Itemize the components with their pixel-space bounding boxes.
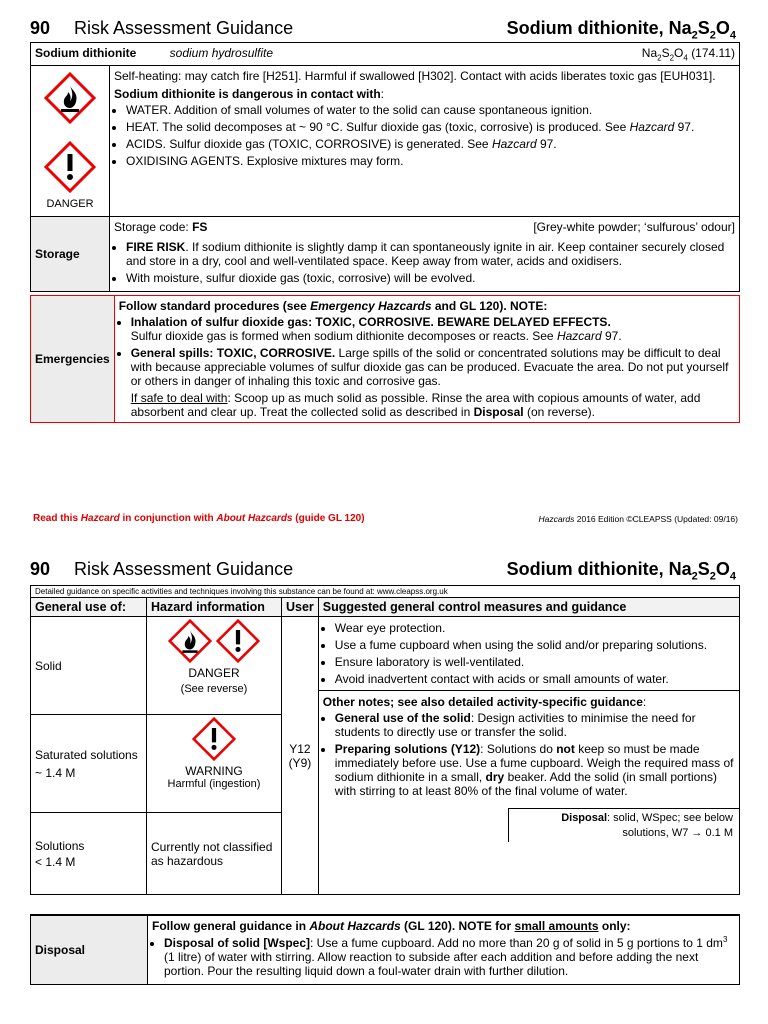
emergency-safe-note: If safe to deal with: Scoop up as much solid as possible. Rinse the area with copious amounts of water, add absorbent and clear up. Treat the collected solid as described in Disposal (on reverse). [130,391,701,419]
formula-molar-mass: $Na_2S_2O_4$ (174.11) [641,46,735,63]
danger-signal-word: DANGER [46,198,94,211]
storage-list [114,240,735,285]
measures-cell [318,617,739,895]
dangerous-heading: Sodium dithionite is dangerous in contact with: [114,87,385,102]
doc-type: Risk Assessment Guidance [74,18,294,38]
substance-name: Sodium dithionite [35,46,137,60]
page-header-front [30,18,738,44]
storage-item: • FIRE RISK. If sodium dithionite is slightly damp it can spontaneously ignite in air. Keep container securely closed and store in a dry, cool and well-ventilated space. Keep away from water, acids and oxidisers. [126,240,735,268]
measure-item: • Ensure laboratory is well-ventilated. [335,655,735,669]
notes-list [323,711,735,798]
storage-row [31,217,740,292]
disposal-item: • Disposal of solid [Wspec]: Use a fume cupboard. Add no more than 20 g of solid in 5 g portions to 1 $dm^3$ (1 litre) of water with stirring. Allow reaction to subside after each addition and before adding the next portion. Pour the resulting liquid down a foul-water drain with further dilution. [164,935,735,978]
emergency-list [119,315,735,388]
exclamation-icon [192,717,236,761]
read-conjunction-note: Read this Hazcard in conjunction with About Hazcards (guide GL 120) [33,513,365,524]
harmful-note: Harmful (ingestion) [167,778,261,790]
use-saturated: Saturated solutions ~ 1.4 M [31,715,147,813]
page-header-back [30,559,738,585]
emergencies-label: Emergencies [31,296,115,423]
danger-item: • WATER. Addition of small volumes of water to the solid can cause spontaneous ignition. [126,103,735,117]
warning-signal-word: WARNING [185,764,243,778]
measure-item: • Use a fume cupboard when using the solid and/or preparing solutions. [335,638,735,652]
disposal-row [31,915,740,985]
dangers-list [114,103,735,168]
substance-title: Sodium dithionite, $Na_2S_2O_4$ [506,18,736,42]
emergency-intro: Follow standard procedures (see Emergency Hazcards and GL 120). NOTE: [118,299,548,313]
use-solid: Solid [31,617,147,715]
substance-row [31,43,740,66]
hazard-summary-table [30,42,740,292]
user-level: Y12 (Y9) [282,617,319,895]
column-headers [31,598,740,617]
danger-item: • HEAT. The solid decomposes at ~ 90 °C. Sulfur dioxide gas (toxic, corrosive) is produced. See Hazcard 97. [126,120,735,134]
edition-note: Hazcards 2016 Edition ©CLEAPSS (Updated: 09/16) [538,514,738,524]
solid-hazard [147,617,282,715]
measure-item: • Avoid inadvertent contact with acids or small amounts of water. [335,672,735,686]
disposal-summary: Disposal: solid, WSpec; see below solutions, W7 → 0.1 M [508,808,739,842]
measures-list [323,621,735,686]
solid-row [31,617,740,715]
flame-icon [168,619,212,663]
appearance: [Grey-white powder; ‘sulfurous’ odour] [533,220,735,235]
danger-signal-word: DANGER [188,666,240,680]
emergencies-table [30,295,740,423]
hazcard-number: 90 [30,18,51,38]
exclamation-icon [44,141,96,193]
detail-note-row [31,586,740,598]
col-general-use: General use of: [31,598,147,617]
use-solutions: Solutions < 1.4 M [31,813,147,895]
disposal-label: Disposal [31,915,148,985]
pictogram-cell [31,66,110,217]
hazcard-number: 90 [30,559,51,579]
guidance-table [30,585,740,895]
saturated-hazard [147,715,282,813]
col-user: User [282,598,319,617]
detail-note: Detailed guidance on specific activities and techniques involving this substance can be found at: www.cleapss.org.uk [31,586,740,598]
emergency-item: • Inhalation of sulfur dioxide gas: TOXIC, CORROSIVE. BEWARE DELAYED EFFECTS. Sulfur dioxide gas is formed when sodium dithionite decomposes or reacts. See Hazcard 97. [131,315,735,343]
note-item: • General use of the solid: Design activities to minimise the need for students to directly use or transfer the solid. [335,711,735,739]
disposal-intro: Follow general guidance in About Hazcards (GL 120). NOTE for small amounts only: [152,919,631,933]
flame-icon [44,72,96,124]
other-notes-heading: Other notes; see also detailed activity-specific guidance: [319,690,739,709]
storage-item: • With moisture, sulfur dioxide gas (toxic, corrosive) will be evolved. [126,271,735,285]
storage-label: Storage [31,217,110,292]
emergency-item: • General spills: TOXIC, CORROSIVE. Large spills of the solid or concentrated solutions may be difficult to deal with because appreciable volumes of sulfur dioxide gas can be produced. Evacuate the area. Do not put yourself or others in danger of inhaling this toxic and corrosive gas. [131,346,735,388]
note-item: • Preparing solutions (Y12): Solutions do not keep so must be made immediately before use. Use a fume cupboard. Weigh the required mass of sodium dithionite in a small, dry beaker. Add the solid (in small portions) with stirring to at least 80% of the final volume of water. [335,742,735,798]
disposal-table [30,914,740,985]
col-hazard-info: Hazard information [147,598,282,617]
col-measures: Suggested general control measures and guidance [318,598,739,617]
storage-code-line: [Grey-white powder; ‘sulfurous’ odour] Storage code: FS [114,220,735,235]
emergencies-row [31,296,740,423]
doc-type: Risk Assessment Guidance [74,559,294,579]
exclamation-icon [216,619,260,663]
substance-title: Sodium dithionite, $Na_2S_2O_4$ [506,559,736,583]
solutions-hazard: Currently not classified as hazardous [147,813,282,895]
see-reverse: (See reverse) [180,683,248,695]
measure-item: • Wear eye protection. [335,621,735,635]
danger-item: • OXIDISING AGENTS. Explosive mixtures may form. [126,154,735,168]
disposal-list [152,935,735,978]
substance-alt-name: sodium hydrosulfite [169,46,274,60]
danger-item: • ACIDS. Sulfur dioxide gas (TOXIC, CORROSIVE) is generated. See Hazcard 97. [126,137,735,151]
hazard-statements: Self-heating: may catch fire [H251]. Harmful if swallowed [H302]. Contact with acids liberates toxic gas [EUH031]. [114,69,716,84]
hazards-row [31,66,740,217]
